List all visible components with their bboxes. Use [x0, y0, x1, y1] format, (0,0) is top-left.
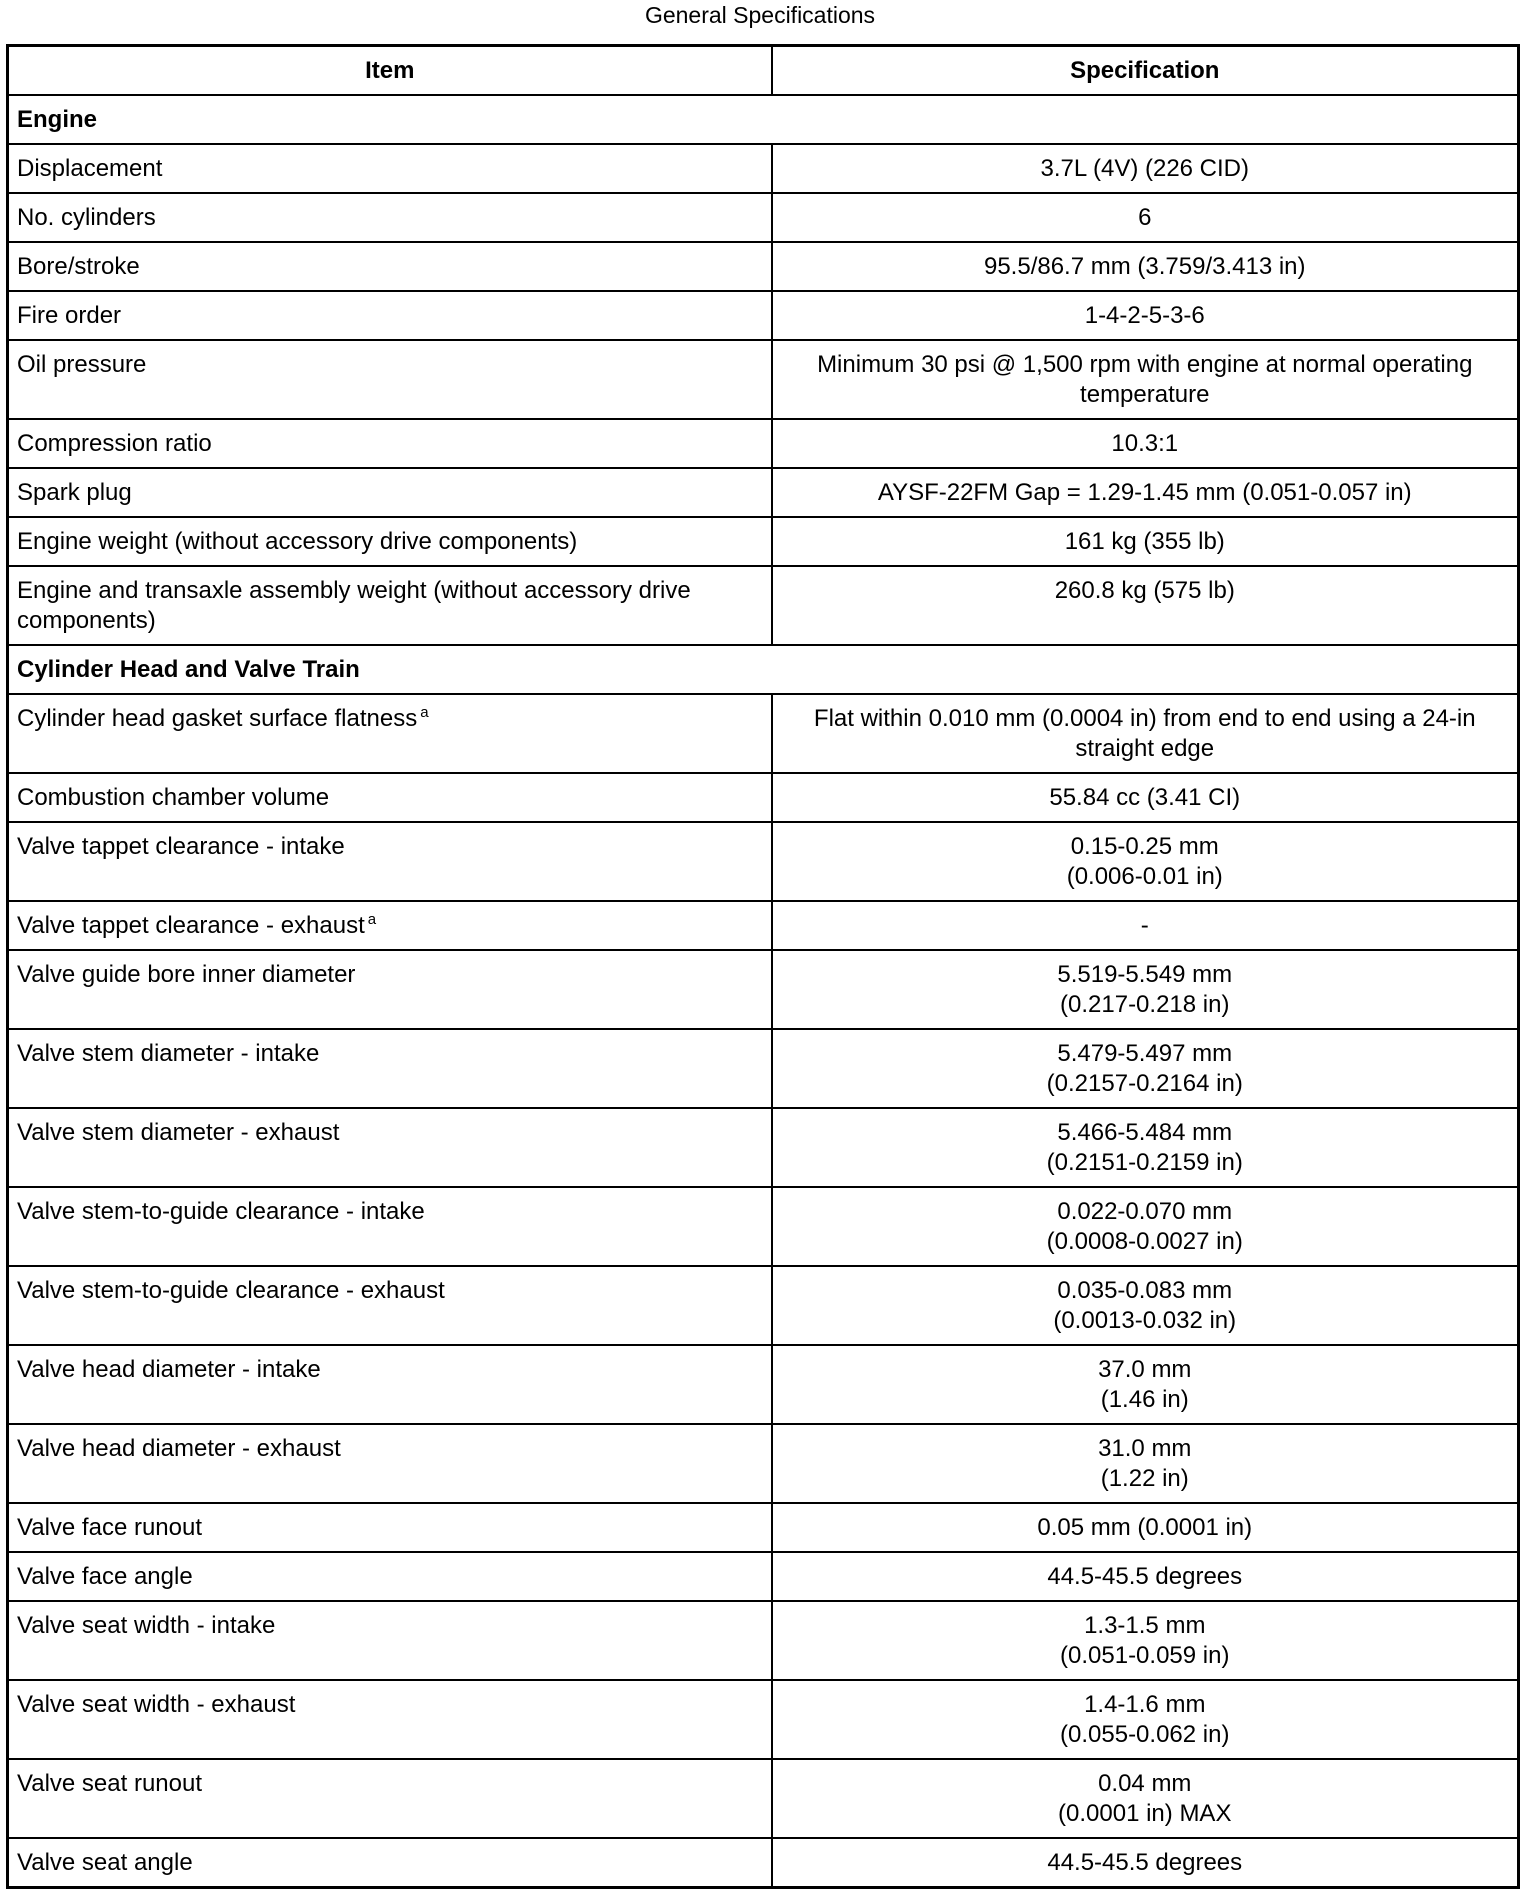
item-cell	[8, 1601, 772, 1680]
specification-cell	[772, 1838, 1519, 1888]
table-row	[8, 291, 1519, 340]
specification-cell	[772, 1345, 1519, 1424]
specification-cell	[772, 291, 1519, 340]
specification-cell	[772, 1759, 1519, 1838]
specification-cell	[772, 1108, 1519, 1187]
table-row	[8, 1187, 1519, 1266]
item-label: Valve stem-to-guide clearance - intake	[17, 1198, 425, 1225]
item-cell	[8, 242, 772, 291]
section-header-row	[8, 95, 1519, 144]
specification-value-secondary: (0.051-0.059 in)	[1060, 1642, 1230, 1669]
specification-value: 1.3-1.5 mm	[1084, 1612, 1206, 1639]
item-label: Oil pressure	[17, 351, 147, 378]
item-cell	[8, 419, 772, 468]
table-row	[8, 694, 1519, 773]
item-cell	[8, 901, 772, 950]
column-header-specification: Specification	[772, 46, 1519, 96]
item-cell	[8, 1108, 772, 1187]
specification-cell	[772, 694, 1519, 773]
specification-cell	[772, 1601, 1519, 1680]
item-label: Valve face runout	[17, 1514, 203, 1541]
specification-value: 31.0 mm	[1098, 1435, 1192, 1462]
item-cell	[8, 566, 772, 645]
specification-cell	[772, 1503, 1519, 1552]
section-title: Cylinder Head and Valve Train	[8, 645, 1519, 694]
item-cell	[8, 468, 772, 517]
specification-cell	[772, 419, 1519, 468]
item-label: Cylinder head gasket surface flatness	[17, 705, 418, 732]
table-row	[8, 773, 1519, 822]
specification-cell	[772, 144, 1519, 193]
specification-value-secondary: (0.055-0.062 in)	[1060, 1721, 1230, 1748]
specification-cell	[772, 468, 1519, 517]
item-label: No. cylinders	[17, 204, 156, 231]
specification-value: 44.5-45.5 degrees	[1047, 1563, 1243, 1590]
specification-value: 0.05 mm (0.0001 in)	[1037, 1514, 1253, 1541]
item-label: Valve seat angle	[17, 1849, 193, 1876]
footnote-marker: a	[420, 704, 429, 721]
item-cell	[8, 144, 772, 193]
specification-value-secondary: (0.0001 in) MAX	[1058, 1800, 1232, 1827]
item-label: Valve guide bore inner diameter	[17, 961, 356, 988]
specification-value: Flat within 0.010 mm (0.0004 in) from end to end using a 24-in straight edge	[813, 705, 1476, 762]
specification-cell	[772, 340, 1519, 419]
specification-value: 3.7L (4V) (226 CID)	[1040, 155, 1250, 182]
item-label: Valve stem-to-guide clearance - exhaust	[17, 1277, 445, 1304]
specification-cell	[772, 1266, 1519, 1345]
section-title: Engine	[8, 95, 1519, 144]
column-header-item: Item	[8, 46, 772, 96]
specification-value: 0.035-0.083 mm	[1057, 1277, 1233, 1304]
specification-value: 0.022-0.070 mm	[1057, 1198, 1233, 1225]
item-label: Valve seat width - exhaust	[17, 1691, 296, 1718]
specification-cell	[772, 950, 1519, 1029]
specification-value-secondary: (0.2151-0.2159 in)	[1046, 1149, 1243, 1176]
specification-value: 1.4-1.6 mm	[1084, 1691, 1206, 1718]
specification-value: 1-4-2-5-3-6	[1084, 302, 1205, 329]
specification-value-secondary: (0.217-0.218 in)	[1060, 991, 1230, 1018]
item-cell	[8, 1424, 772, 1503]
item-cell	[8, 1503, 772, 1552]
item-label: Engine weight (without accessory drive components)	[17, 528, 578, 555]
table-row	[8, 193, 1519, 242]
item-label: Spark plug	[17, 479, 132, 506]
specification-value: 0.04 mm	[1098, 1770, 1192, 1797]
table-row	[8, 1759, 1519, 1838]
table-row	[8, 144, 1519, 193]
specification-cell	[772, 901, 1519, 950]
item-cell	[8, 1345, 772, 1424]
item-cell	[8, 1552, 772, 1601]
item-label: Displacement	[17, 155, 163, 182]
item-cell	[8, 1187, 772, 1266]
item-label: Valve stem diameter - exhaust	[17, 1119, 340, 1146]
specification-value: -	[1140, 912, 1149, 939]
item-cell	[8, 517, 772, 566]
specification-cell	[772, 822, 1519, 901]
table-row	[8, 517, 1519, 566]
item-cell	[8, 1680, 772, 1759]
specification-cell	[772, 1680, 1519, 1759]
specification-value: 95.5/86.7 mm (3.759/3.413 in)	[983, 253, 1306, 280]
specification-value: 5.479-5.497 mm	[1057, 1040, 1233, 1067]
table-row	[8, 822, 1519, 901]
table-row	[8, 340, 1519, 419]
item-cell	[8, 1838, 772, 1888]
item-label: Bore/stroke	[17, 253, 140, 280]
specification-cell	[772, 242, 1519, 291]
item-label: Valve seat width - intake	[17, 1612, 276, 1639]
specification-value: Minimum 30 psi @ 1,500 rpm with engine at normal operating temperature	[817, 351, 1473, 408]
item-cell	[8, 822, 772, 901]
item-cell	[8, 694, 772, 773]
table-body	[8, 95, 1519, 1888]
specification-value: 5.466-5.484 mm	[1057, 1119, 1233, 1146]
table-row	[8, 1345, 1519, 1424]
item-label: Valve seat runout	[17, 1770, 203, 1797]
table-row	[8, 1266, 1519, 1345]
specification-cell	[772, 566, 1519, 645]
item-label: Fire order	[17, 302, 122, 329]
item-label: Compression ratio	[17, 430, 212, 457]
table-row	[8, 566, 1519, 645]
table-row	[8, 901, 1519, 950]
table-row	[8, 1601, 1519, 1680]
specification-cell	[772, 773, 1519, 822]
item-label: Valve tappet clearance - intake	[17, 833, 345, 860]
table-row	[8, 1680, 1519, 1759]
section-header-row	[8, 645, 1519, 694]
table-row	[8, 1552, 1519, 1601]
specification-value-secondary: (1.22 in)	[1100, 1465, 1189, 1492]
specification-value: AYSF-22FM Gap = 1.29-1.45 mm (0.051-0.057 in)	[877, 479, 1412, 506]
table-row	[8, 1424, 1519, 1503]
item-label: Valve face angle	[17, 1563, 193, 1590]
item-cell	[8, 193, 772, 242]
item-cell	[8, 340, 772, 419]
specification-value: 6	[1138, 204, 1152, 231]
specification-cell	[772, 1029, 1519, 1108]
item-label: Combustion chamber volume	[17, 784, 330, 811]
specification-cell	[772, 1424, 1519, 1503]
table-row	[8, 419, 1519, 468]
specification-value-secondary: (0.2157-0.2164 in)	[1046, 1070, 1243, 1097]
table-row	[8, 1503, 1519, 1552]
specification-value: 44.5-45.5 degrees	[1047, 1849, 1243, 1876]
table-row	[8, 1108, 1519, 1187]
specification-cell	[772, 193, 1519, 242]
specification-value-secondary: (0.006-0.01 in)	[1066, 863, 1223, 890]
specification-value: 55.84 cc (3.41 CI)	[1049, 784, 1241, 811]
table-row	[8, 242, 1519, 291]
item-label: Valve stem diameter - intake	[17, 1040, 320, 1067]
table-row	[8, 1838, 1519, 1888]
specification-cell	[772, 1187, 1519, 1266]
table-row	[8, 1029, 1519, 1108]
item-label: Engine and transaxle assembly weight (without accessory drive components)	[17, 577, 691, 634]
item-cell	[8, 1759, 772, 1838]
specification-value-secondary: (0.0013-0.032 in)	[1053, 1307, 1237, 1334]
specifications-table	[6, 44, 1520, 1889]
item-label: Valve tappet clearance - exhaust	[17, 912, 365, 939]
table-header-row	[8, 46, 1519, 96]
specification-value: 161 kg (355 lb)	[1064, 528, 1225, 555]
specification-value: 0.15-0.25 mm	[1070, 833, 1219, 860]
item-cell	[8, 291, 772, 340]
specification-cell	[772, 1552, 1519, 1601]
specification-value: 260.8 kg (575 lb)	[1054, 577, 1235, 604]
table-row	[8, 950, 1519, 1029]
page-title: General Specifications	[644, 2, 876, 28]
item-cell	[8, 773, 772, 822]
specification-value-secondary: (0.0008-0.0027 in)	[1046, 1228, 1243, 1255]
item-label: Valve head diameter - exhaust	[17, 1435, 341, 1462]
specification-value: 37.0 mm	[1098, 1356, 1192, 1383]
item-cell	[8, 950, 772, 1029]
table-row	[8, 468, 1519, 517]
specification-value-secondary: (1.46 in)	[1100, 1386, 1189, 1413]
specification-value: 5.519-5.549 mm	[1057, 961, 1233, 988]
item-cell	[8, 1266, 772, 1345]
footnote-marker: a	[367, 911, 377, 928]
item-cell	[8, 1029, 772, 1108]
specification-value: 10.3:1	[1111, 430, 1179, 457]
item-label: Valve head diameter - intake	[17, 1356, 321, 1383]
specification-cell	[772, 517, 1519, 566]
